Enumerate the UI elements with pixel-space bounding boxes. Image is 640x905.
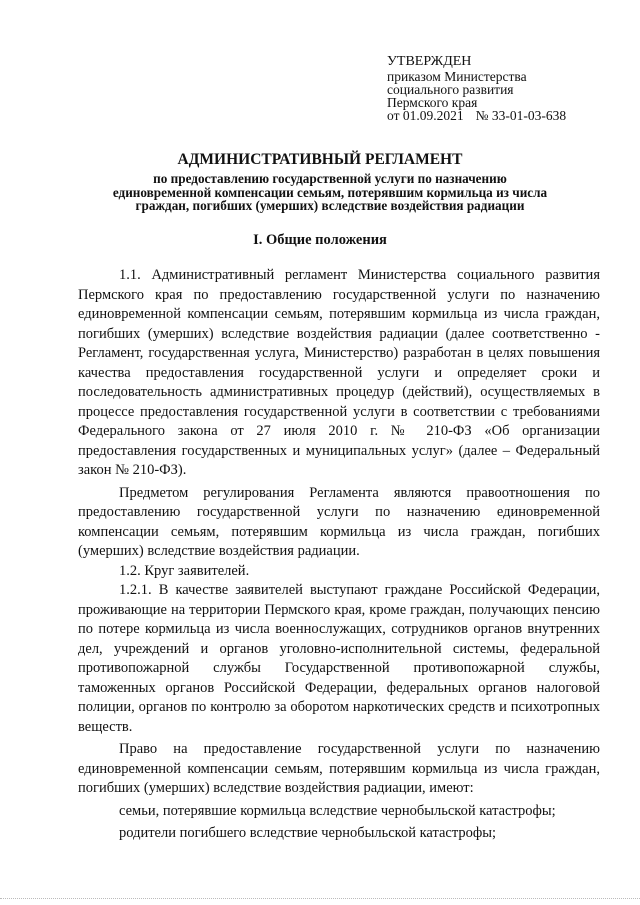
subtitle-line: по предоставлению государственной услуги по назначению	[153, 171, 507, 186]
approval-date: от 01.09.2021	[387, 108, 464, 123]
approval-line: Пермского края	[387, 95, 478, 110]
paragraph: родители погибшего вследствие чернобыльской катастрофы;	[119, 825, 497, 841]
scan-edge	[0, 898, 640, 899]
paragraph: Предметом регулирования Регламента являются правоотношения по предоставлению государственной услуги по назначению единовременной компенсации семьям, потерявшим кормильца из числа граждан, погибших (умерших) вследствие воздействия радиации.	[78, 484, 600, 559]
approval-order	[387, 109, 566, 122]
subtitle-line: единовременной компенсации семьям, потерявшим кормильца из числа	[112, 184, 548, 200]
subtitle-line: граждан, погибших (умерших) вследствие воздействия радиации	[135, 198, 525, 213]
paragraph: семьи, потерявшие кормильца вследствие чернобыльской катастрофы;	[119, 802, 556, 819]
document-title: АДМИНИСТРАТИВНЫЙ РЕГЛАМЕНТ	[177, 151, 463, 168]
paragraph: 1.2.1. В качестве заявителей выступают граждане Российской Федерации, проживающие на территории Пермского края, кроме граждан, получающих пенсию по потере кормильца из числа военнослужащих, сотрудников органов внутренних дел, учреждений и органов уголовно-исполнительной системы, федеральной противопожарной службы Государственной противопожарной службы, таможенных органов Российской Федерации, федеральных органов налоговой полиции, органов по контролю за оборотом наркотических средств и психотропных веществ.	[78, 582, 600, 735]
approval-stamp	[387, 54, 566, 122]
approval-line: приказом Министерства	[387, 69, 527, 84]
paragraph: 1.2. Круг заявителей.	[119, 562, 250, 579]
approval-line: социального развития	[387, 82, 514, 97]
approval-number: № 33-01-03-638	[475, 108, 567, 123]
section-heading: I. Общие положения	[253, 232, 387, 248]
paragraph: 1.1. Административный регламент Министерства социального развития Пермского края по предоставлению государственной услуги по назначению единовременной компенсации семьям, потерявшим кормильца из числа граждан, погибших (умерших) вследствие воздействия радиации (далее соответственно - Регламент, государственная услуга, Министерство) разработан в целях повышения качества предоставления государственной услуги и определяет сроки и последовательность административных процедур (действий), осуществляемых в процессе предоставления государственной услуги в соответствии с требованиями Федерального закона от 27 июля 2010 г. № 210-ФЗ «Об организации предоставления государственных и муниципальных услуг» (далее – Федеральный закон № 210-ФЗ).	[78, 267, 600, 478]
document-body	[78, 266, 600, 844]
approval-header: УТВЕРЖДЕН	[387, 54, 472, 69]
paragraph: Право на предоставление государственной услуги по назначению единовременной компенсации семьям, потерявшим кормильца из числа граждан, погибших (умерших) вследствие воздействия радиации, имеют:	[78, 741, 600, 796]
document-subtitle	[60, 172, 600, 213]
